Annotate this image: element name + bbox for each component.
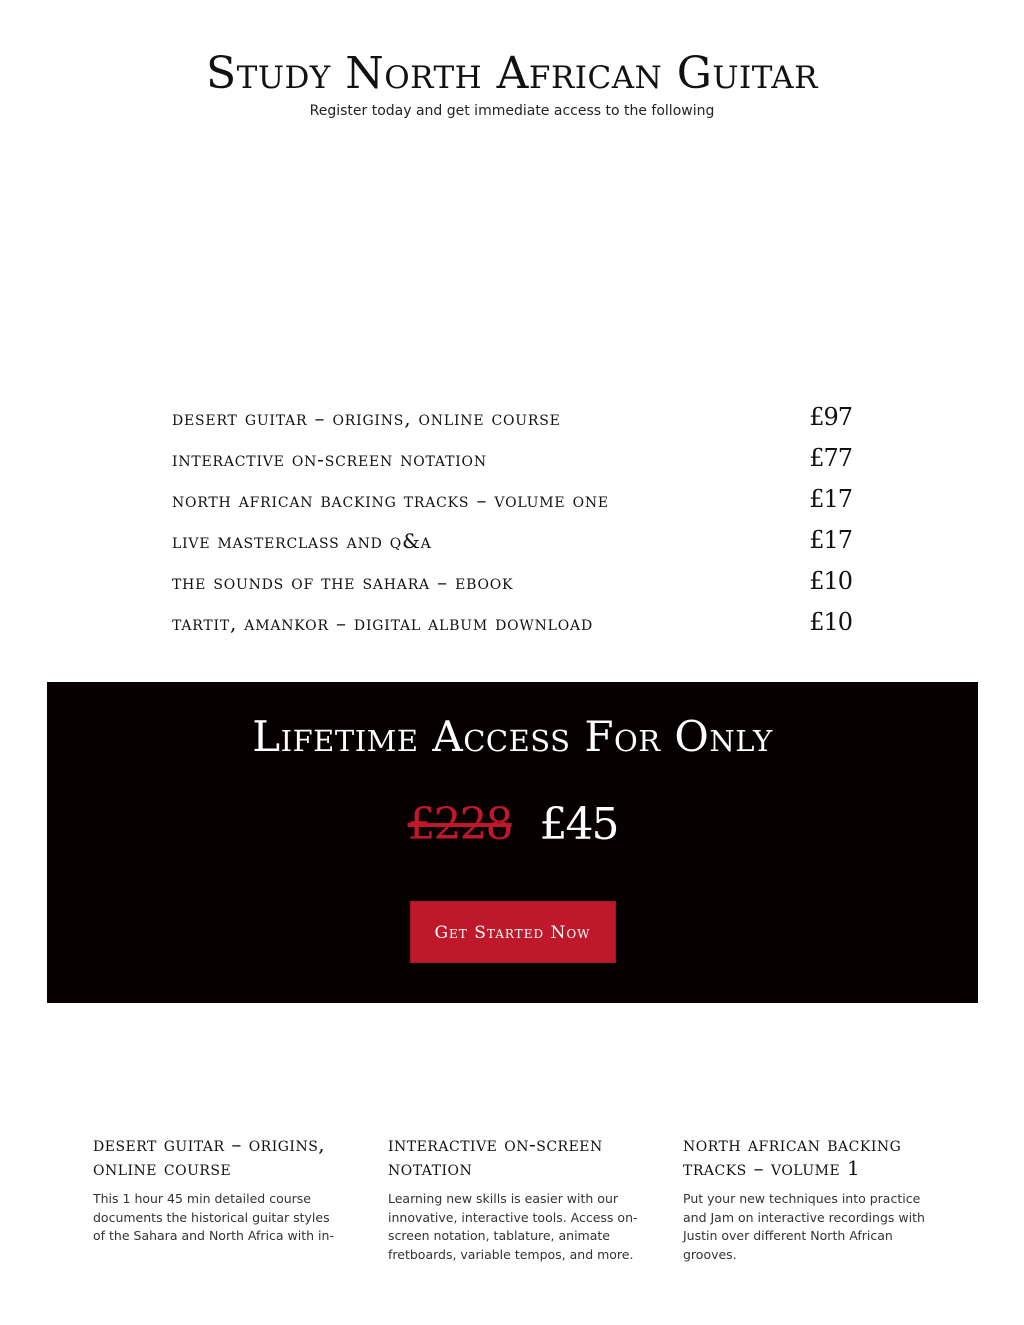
page-header <box>0 48 1024 119</box>
price-row <box>172 444 852 485</box>
price-item-name: tartit, amankor – digital album download <box>172 611 593 635</box>
price-item-value: £17 <box>809 485 852 513</box>
feature-title: interactive on-screen notation <box>388 1132 603 1180</box>
price-item-name: desert guitar – origins, online course <box>172 406 561 430</box>
price-row <box>172 403 852 444</box>
price-item-name: live masterclass and q&a <box>172 529 432 553</box>
price-item-value: £97 <box>809 403 852 431</box>
feature-backing-tracks <box>683 1132 933 1264</box>
feature-notation <box>388 1132 638 1264</box>
feature-course <box>93 1132 343 1246</box>
price-item-value: £77 <box>809 444 852 472</box>
page-title: Study North African Guitar <box>206 48 818 99</box>
page-subtitle: Register today and get immediate access to the following <box>309 103 715 119</box>
offer-band <box>47 682 978 1003</box>
price-row <box>172 567 852 608</box>
price-item-value: £10 <box>809 567 852 595</box>
new-price: £45 <box>539 799 618 850</box>
price-item-name: north african backing tracks – volume one <box>172 488 609 512</box>
offer-title: Lifetime Access For Only <box>252 712 773 761</box>
price-item-name: interactive on-screen notation <box>172 447 487 471</box>
price-item-value: £17 <box>809 526 852 554</box>
feature-text: Learning new skills is easier with our innovative, interactive tools. Access on-screen notation, tablature, animate fretboards, variable tempos, and more. <box>388 1191 638 1262</box>
price-list <box>172 403 852 649</box>
offer-prices <box>47 800 978 850</box>
feature-title: desert guitar – origins, online course <box>93 1132 326 1180</box>
feature-text: Put your new techniques into practice and Jam on interactive recordings with Justin over different North African grooves. <box>683 1191 925 1262</box>
feature-title: north african backing tracks – volume 1 <box>683 1132 902 1180</box>
price-row <box>172 485 852 526</box>
feature-columns <box>93 1132 943 1282</box>
get-started-button[interactable]: Get Started Now <box>411 902 615 962</box>
feature-text: This 1 hour 45 min detailed course documents the historical guitar styles of the Sahara and North Africa with in- <box>93 1191 334 1243</box>
price-item-value: £10 <box>809 608 852 636</box>
old-price: £228 <box>407 799 512 850</box>
price-row <box>172 526 852 567</box>
price-item-name: the sounds of the sahara – ebook <box>172 570 514 594</box>
price-row <box>172 608 852 649</box>
